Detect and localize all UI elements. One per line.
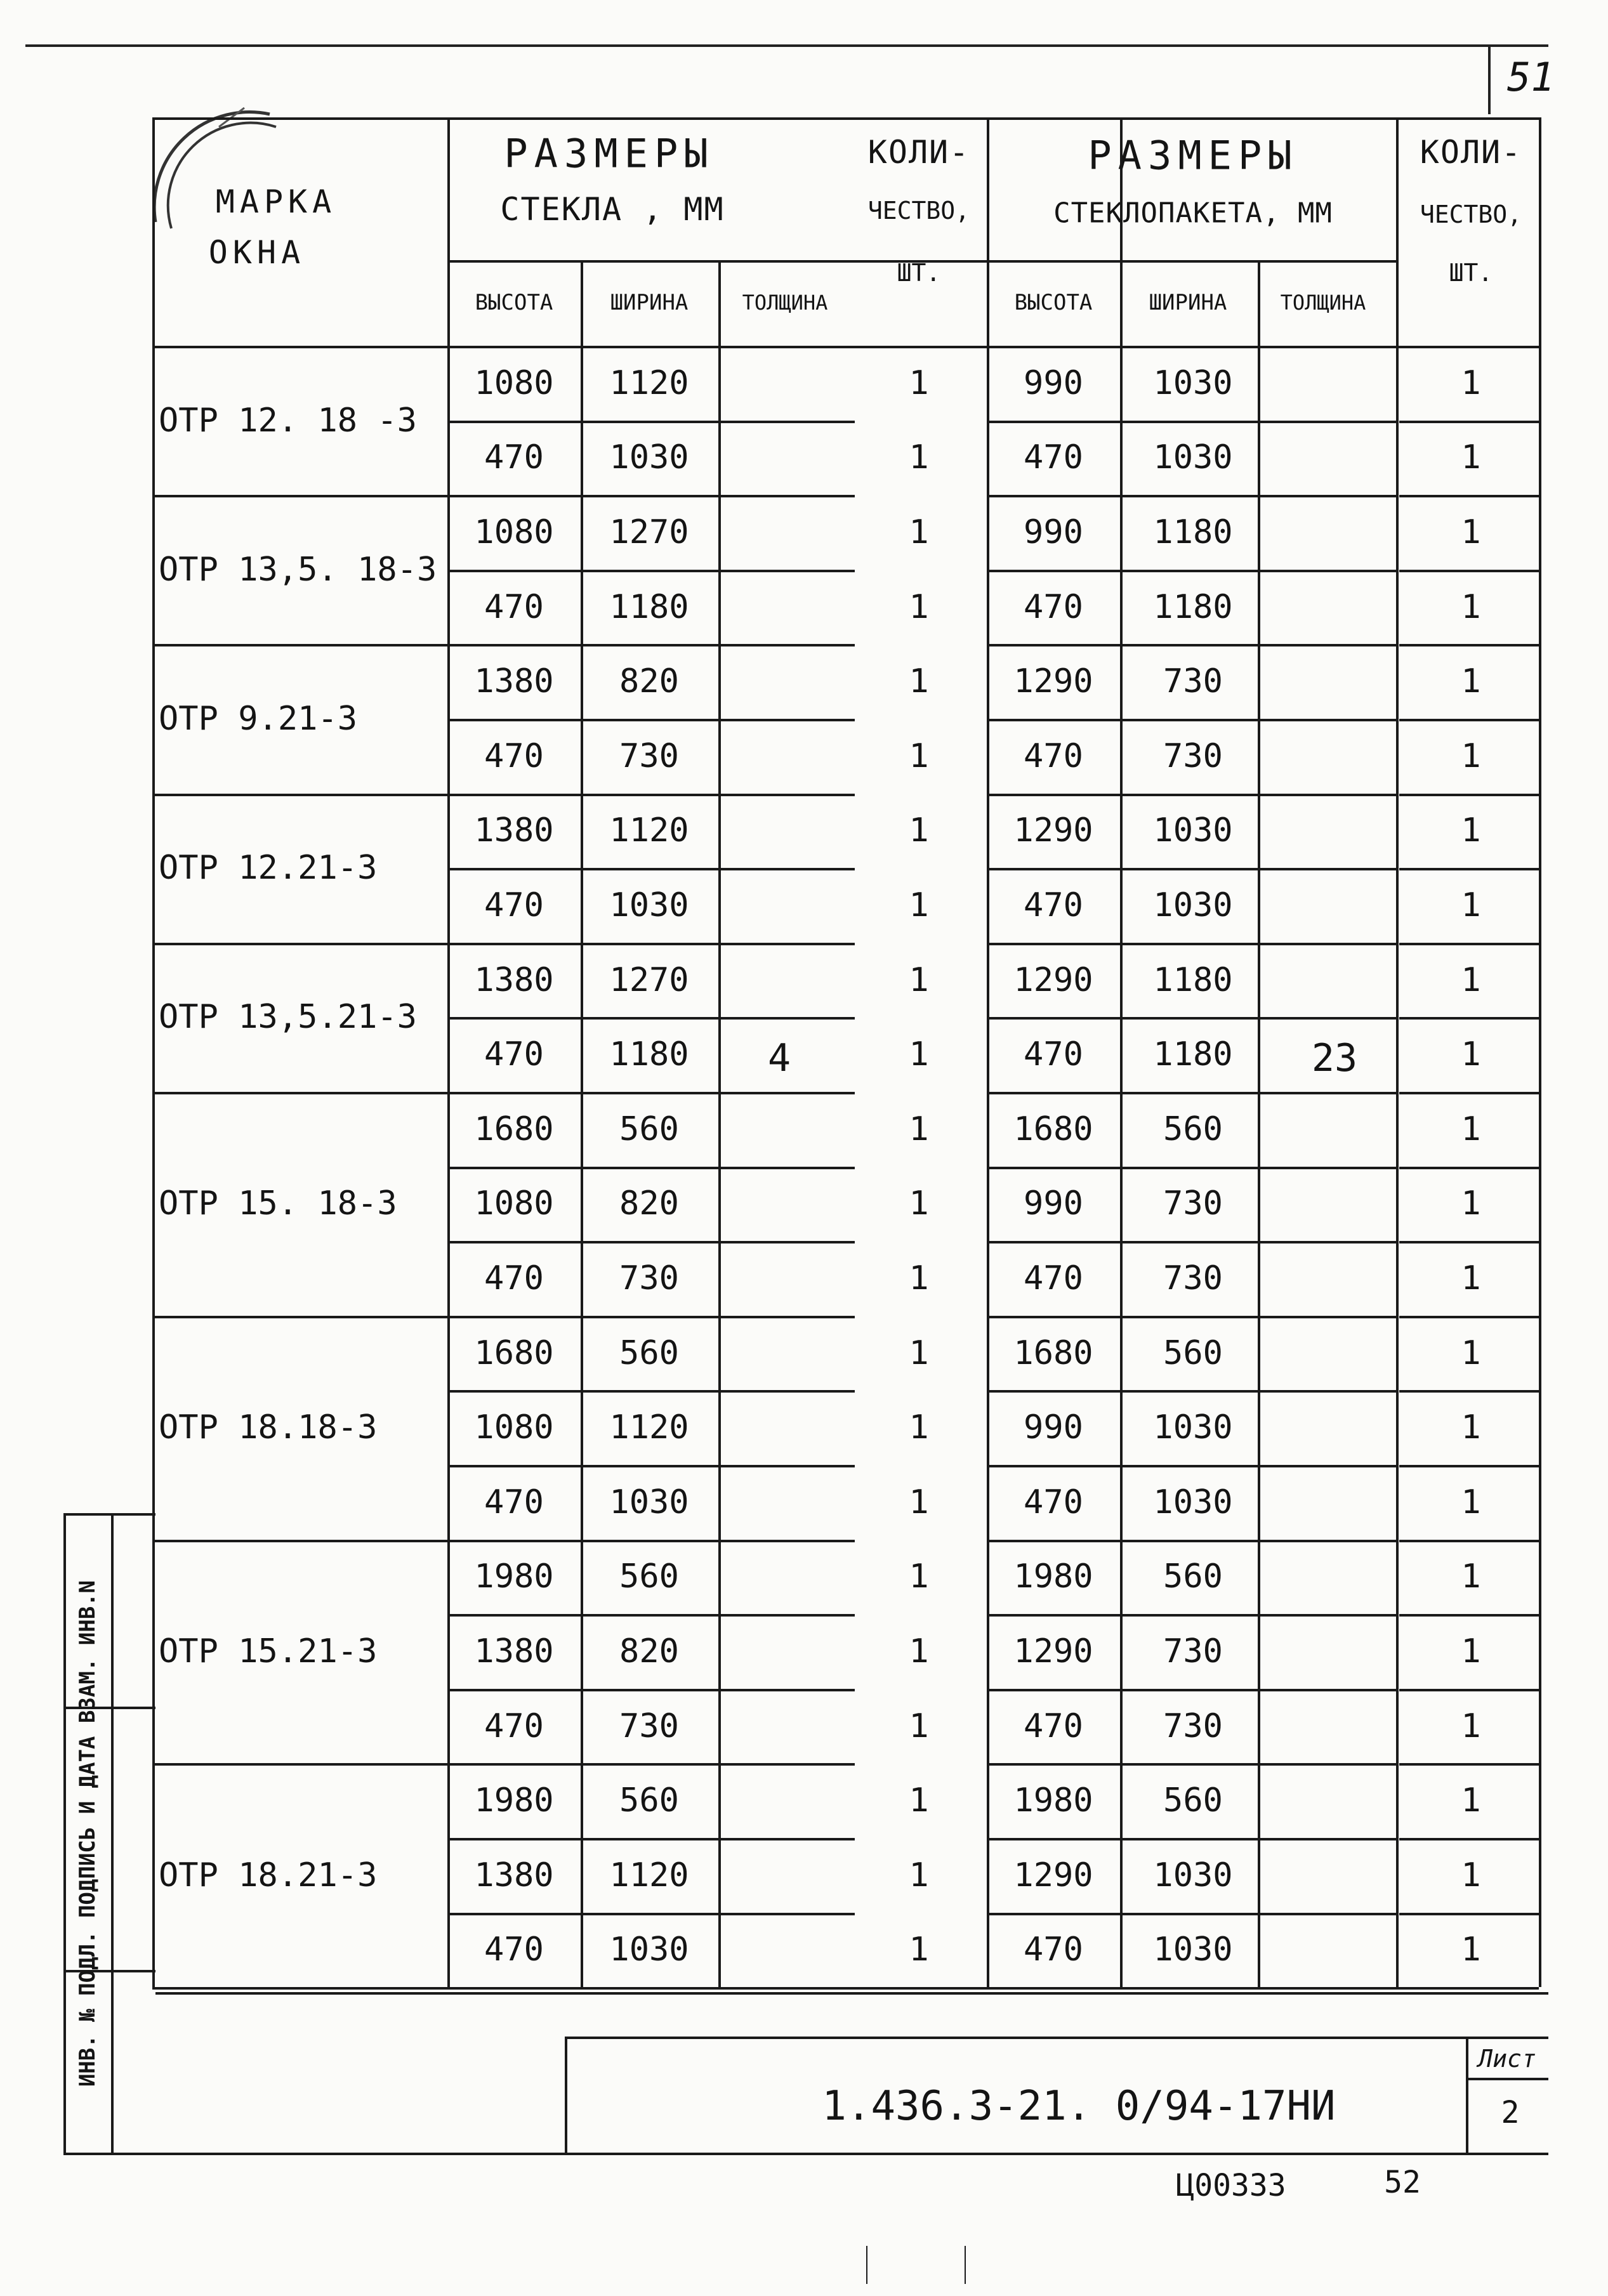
header-mark-label-2: ОКНА	[208, 234, 306, 271]
unit-qty-cell: 1	[1461, 438, 1481, 477]
unit-qty-cell: 1	[1461, 1856, 1481, 1894]
unit-height-cell: 470	[1024, 737, 1083, 775]
group-border	[152, 1316, 447, 1318]
window-mark: ОТР 13,5.21-3	[159, 998, 417, 1037]
sheet-number-divider	[1488, 44, 1491, 114]
glass-width-cell: 730	[619, 1707, 679, 1745]
header-glass-title-2: СТЕКЛА , ММ	[500, 191, 725, 228]
binding-mark-2	[965, 2246, 966, 2284]
unit-height-cell: 1290	[1013, 961, 1093, 999]
row-border-glass	[447, 1241, 855, 1243]
window-mark: ОТР 15. 18-3	[159, 1184, 397, 1223]
group-border	[152, 1092, 447, 1094]
unit-width-cell: 1030	[1153, 438, 1233, 477]
row-border-qty2	[1399, 1092, 1539, 1094]
row-border-unit	[987, 1241, 1396, 1243]
row-border-qty2	[1399, 644, 1539, 646]
glass-qty-cell: 1	[909, 1931, 929, 1969]
unit-qty-cell: 1	[1461, 961, 1481, 999]
row-border-glass	[447, 943, 855, 945]
inventory-page: 52	[1384, 2165, 1421, 2200]
glass-width-cell: 1180	[609, 587, 689, 626]
header-qty-label-3: ШТ.	[897, 259, 941, 287]
header-qty2-label-3: ШТ.	[1449, 259, 1493, 287]
row-border-unit	[987, 1017, 1396, 1020]
sheet-number-bottom: 2	[1501, 2095, 1520, 2130]
row-border-glass	[447, 1763, 855, 1766]
unit-width-cell: 730	[1163, 1259, 1223, 1297]
unit-qty-cell: 1	[1461, 662, 1481, 701]
glass-qty-cell: 1	[909, 1184, 929, 1223]
row-border-glass	[447, 1167, 855, 1169]
glass-height-cell: 470	[484, 1931, 544, 1969]
group-border	[152, 495, 447, 497]
header-glass-width: ШИРИНА	[610, 290, 689, 315]
glass-width-cell: 1030	[609, 1931, 689, 1969]
row-border-unit	[987, 1689, 1396, 1691]
stamp-seal	[143, 102, 289, 247]
glass-width-cell: 820	[619, 1632, 679, 1670]
row-border-unit	[987, 1838, 1396, 1840]
row-border-qty2	[1399, 1540, 1539, 1542]
col-divider-unit-width	[1258, 260, 1260, 1987]
unit-height-cell: 990	[1024, 1184, 1083, 1223]
unit-width-cell: 1180	[1153, 587, 1233, 626]
unit-width-cell: 730	[1163, 662, 1223, 701]
glass-height-cell: 470	[484, 1035, 544, 1074]
header-mark-label-1: МАРКА	[215, 183, 337, 220]
header-unit-thickness: ТОЛЩИНА	[1280, 291, 1366, 315]
header-glass-height: ВЫСОТА	[475, 290, 553, 315]
row-border-qty2	[1399, 868, 1539, 870]
row-border-unit	[987, 570, 1396, 572]
header-qty2-label-2: ЧЕСТВО,	[1420, 200, 1522, 228]
group-border	[152, 1987, 447, 1990]
unit-height-cell: 470	[1024, 438, 1083, 477]
row-border-unit	[987, 1316, 1396, 1318]
binding-mark-1	[866, 2246, 867, 2284]
row-border-qty2	[1399, 1614, 1539, 1617]
unit-width-cell: 1030	[1153, 364, 1233, 402]
unit-qty-cell: 1	[1461, 1334, 1481, 1372]
row-border-glass	[447, 1092, 855, 1094]
unit-width-cell: 560	[1163, 1781, 1223, 1820]
glass-width-cell: 1120	[609, 811, 689, 850]
unit-height-cell: 1290	[1013, 1856, 1093, 1894]
glass-height-cell: 1380	[474, 1632, 554, 1670]
unit-width-cell: 730	[1163, 1707, 1223, 1745]
glass-width-cell: 1270	[609, 961, 689, 999]
row-border-qty2	[1399, 1017, 1539, 1020]
glass-qty-cell: 1	[909, 662, 929, 701]
row-border-unit	[987, 644, 1396, 646]
glass-height-cell: 470	[484, 886, 544, 924]
table-left-border	[152, 117, 155, 1987]
unit-subheader-border	[987, 260, 1396, 263]
title-block-list-sep	[1466, 2078, 1548, 2080]
glass-qty-cell: 1	[909, 1707, 929, 1745]
glass-qty-cell: 1	[909, 1334, 929, 1372]
unit-height-cell: 1290	[1013, 662, 1093, 701]
unit-qty-cell: 1	[1461, 364, 1481, 402]
unit-qty-cell: 1	[1461, 1931, 1481, 1969]
window-mark: ОТР 9.21-3	[159, 700, 358, 738]
glass-width-cell: 1030	[609, 1483, 689, 1521]
unit-width-cell: 1180	[1153, 1035, 1233, 1074]
col-divider-qty1	[987, 117, 989, 1987]
row-border-glass	[447, 1017, 855, 1020]
row-border-qty2	[1399, 719, 1539, 721]
row-border-unit	[987, 1913, 1396, 1915]
header-unit-width: ШИРИНА	[1149, 290, 1227, 315]
title-block-left	[565, 2037, 567, 2154]
page-bottom-rule	[63, 2153, 1548, 2155]
side-strip-divider	[111, 1513, 114, 2154]
glass-qty-cell: 1	[909, 1856, 929, 1894]
row-border-unit	[987, 943, 1396, 945]
row-border-glass	[447, 1913, 855, 1915]
row-border-glass	[447, 719, 855, 721]
row-border-glass	[447, 1689, 855, 1691]
glass-height-cell: 1680	[474, 1334, 554, 1372]
table-top-border	[152, 117, 1539, 120]
row-border-glass	[447, 570, 855, 572]
window-mark: ОТР 15.21-3	[159, 1632, 378, 1670]
row-border-glass	[447, 1465, 855, 1467]
col-divider-unit	[1120, 117, 1123, 1987]
unit-qty-cell: 1	[1461, 1184, 1481, 1223]
glass-width-cell: 820	[619, 662, 679, 701]
glass-height-cell: 1980	[474, 1558, 554, 1596]
row-border-glass	[447, 794, 855, 796]
unit-qty-cell: 1	[1461, 1707, 1481, 1745]
unit-qty-cell: 1	[1461, 1110, 1481, 1148]
header-unit-title-2: СТЕКЛОПАКЕТА, ММ	[1053, 197, 1333, 230]
unit-qty-cell: 1	[1461, 1558, 1481, 1596]
row-border-glass	[447, 421, 855, 423]
row-border-qty2	[1399, 1167, 1539, 1169]
window-mark: ОТР 18.21-3	[159, 1856, 378, 1894]
unit-height-cell: 1680	[1013, 1110, 1093, 1148]
row-border-qty2	[1399, 1316, 1539, 1318]
unit-width-cell: 1030	[1153, 886, 1233, 924]
glass-qty-cell: 1	[909, 1632, 929, 1670]
unit-height-cell: 470	[1024, 1931, 1083, 1969]
unit-qty-cell: 1	[1461, 811, 1481, 850]
row-border-qty2	[1399, 421, 1539, 423]
glass-height-cell: 470	[484, 587, 544, 626]
header-qty2-label-1: КОЛИ-	[1420, 134, 1522, 171]
glass-subheader-border	[447, 260, 987, 263]
row-border-unit	[987, 1167, 1396, 1169]
window-mark: ОТР 12. 18 -3	[159, 401, 417, 440]
glass-qty-cell: 1	[909, 886, 929, 924]
col-divider-mark	[447, 117, 450, 1987]
row-border-qty2	[1399, 495, 1539, 497]
unit-width-cell: 1030	[1153, 1856, 1233, 1894]
glass-height-cell: 470	[484, 1707, 544, 1745]
glass-qty-cell: 1	[909, 737, 929, 775]
glass-qty-cell: 1	[909, 1781, 929, 1820]
col-divider-glass-width	[581, 260, 583, 1987]
side-strip-labels: ИНВ. № ПОДЛ. ПОДПИСЬ И ДАТА ВЗАМ. ИНВ.N	[75, 1580, 100, 2087]
glass-width-cell: 1120	[609, 1856, 689, 1894]
unit-thickness-value: 23	[1311, 1036, 1358, 1080]
sheet-number: 51	[1507, 54, 1555, 100]
group-border	[152, 1763, 447, 1766]
unit-height-cell: 990	[1024, 1408, 1083, 1447]
unit-qty-cell: 1	[1461, 737, 1481, 775]
unit-width-cell: 1030	[1153, 811, 1233, 850]
row-border-qty2	[1399, 570, 1539, 572]
row-border-unit	[987, 1390, 1396, 1393]
glass-height-cell: 1380	[474, 1856, 554, 1894]
row-border-unit	[987, 1092, 1396, 1094]
unit-height-cell: 470	[1024, 1035, 1083, 1074]
glass-qty-cell: 1	[909, 587, 929, 626]
glass-height-cell: 1380	[474, 811, 554, 850]
glass-width-cell: 1120	[609, 1408, 689, 1447]
glass-height-cell: 1680	[474, 1110, 554, 1148]
header-glass-title-1: РАЗМЕРЫ	[504, 130, 715, 177]
glass-height-cell: 470	[484, 1483, 544, 1521]
glass-height-cell: 470	[484, 438, 544, 477]
glass-width-cell: 730	[619, 1259, 679, 1297]
glass-height-cell: 1080	[474, 1184, 554, 1223]
glass-width-cell: 730	[619, 737, 679, 775]
document-code: 1.436.3-21. 0/94-17НИ	[822, 2083, 1336, 2130]
unit-qty-cell: 1	[1461, 587, 1481, 626]
unit-height-cell: 1980	[1013, 1781, 1093, 1820]
unit-width-cell: 1030	[1153, 1408, 1233, 1447]
unit-qty-cell: 1	[1461, 1781, 1481, 1820]
row-border-unit	[987, 421, 1396, 423]
unit-width-cell: 1030	[1153, 1483, 1233, 1521]
glass-width-cell: 1270	[609, 513, 689, 551]
glass-width-cell: 560	[619, 1334, 679, 1372]
glass-width-cell: 820	[619, 1184, 679, 1223]
header-qty-label-2: ЧЕСТВО,	[867, 197, 970, 225]
glass-qty-cell: 1	[909, 1483, 929, 1521]
glass-qty-cell: 1	[909, 1035, 929, 1074]
unit-height-cell: 1980	[1013, 1558, 1093, 1596]
row-border-glass	[447, 1838, 855, 1840]
unit-height-cell: 470	[1024, 1483, 1083, 1521]
row-border-qty2	[1399, 1689, 1539, 1691]
unit-qty-cell: 1	[1461, 886, 1481, 924]
col-divider-unit-thickness	[1396, 260, 1399, 1987]
inventory-code: Ц00333	[1176, 2168, 1286, 2203]
unit-width-cell: 1030	[1153, 1931, 1233, 1969]
unit-height-cell: 470	[1024, 587, 1083, 626]
glass-height-cell: 1380	[474, 662, 554, 701]
unit-qty-cell: 1	[1461, 1408, 1481, 1447]
row-border-qty2	[1399, 1390, 1539, 1393]
glass-width-cell: 1180	[609, 1035, 689, 1074]
row-border-glass	[447, 644, 855, 646]
row-border-qty2	[1399, 1913, 1539, 1915]
row-border-unit	[987, 1763, 1396, 1766]
glass-height-cell: 1380	[474, 961, 554, 999]
unit-height-cell: 1680	[1013, 1334, 1093, 1372]
glass-qty-cell: 1	[909, 364, 929, 402]
glass-height-cell: 1080	[474, 364, 554, 402]
row-border-glass	[447, 1540, 855, 1542]
glass-height-cell: 470	[484, 1259, 544, 1297]
row-border-unit	[987, 719, 1396, 721]
unit-width-cell: 730	[1163, 1184, 1223, 1223]
group-border	[152, 943, 447, 945]
group-border	[152, 1540, 447, 1542]
row-border-glass	[447, 868, 855, 870]
window-mark: ОТР 13,5. 18-3	[159, 550, 437, 589]
unit-qty-cell: 1	[1461, 1483, 1481, 1521]
unit-qty-cell: 1	[1461, 1035, 1481, 1074]
header-qty-label-1: КОЛИ-	[867, 134, 970, 171]
unit-height-cell: 1290	[1013, 811, 1093, 850]
glass-width-cell: 1030	[609, 886, 689, 924]
side-strip-top	[63, 1513, 155, 1516]
row-border-glass	[447, 1316, 855, 1318]
glass-thickness-value: 4	[767, 1036, 791, 1080]
title-block-list-divider	[1466, 2037, 1468, 2154]
header-bottom-border	[152, 346, 1539, 348]
glass-height-cell: 1080	[474, 513, 554, 551]
unit-width-cell: 1180	[1153, 513, 1233, 551]
unit-width-cell: 560	[1163, 1334, 1223, 1372]
unit-qty-cell: 1	[1461, 1632, 1481, 1670]
row-border-qty2	[1399, 943, 1539, 945]
unit-height-cell: 470	[1024, 886, 1083, 924]
unit-height-cell: 990	[1024, 364, 1083, 402]
window-mark: ОТР 18.18-3	[159, 1408, 378, 1447]
unit-height-cell: 470	[1024, 1707, 1083, 1745]
group-border	[152, 794, 447, 796]
unit-qty-cell: 1	[1461, 1259, 1481, 1297]
unit-width-cell: 730	[1163, 1632, 1223, 1670]
glass-qty-cell: 1	[909, 1110, 929, 1148]
glass-height-cell: 1080	[474, 1408, 554, 1447]
glass-width-cell: 1120	[609, 364, 689, 402]
unit-height-cell: 470	[1024, 1259, 1083, 1297]
row-border-glass	[447, 1390, 855, 1393]
unit-height-cell: 1290	[1013, 1632, 1093, 1670]
glass-width-cell: 560	[619, 1781, 679, 1820]
table-right-border	[1539, 117, 1541, 1987]
glass-qty-cell: 1	[909, 513, 929, 551]
row-border-glass	[447, 495, 855, 497]
header-glass-thickness: ТОЛЩИНА	[742, 291, 828, 315]
top-rule	[25, 44, 1548, 47]
glass-width-cell: 560	[619, 1558, 679, 1596]
glass-qty-cell: 1	[909, 1558, 929, 1596]
row-border-qty2	[1399, 1465, 1539, 1467]
unit-qty-cell: 1	[1461, 513, 1481, 551]
row-border-qty2	[1399, 1241, 1539, 1243]
row-border-unit	[987, 794, 1396, 796]
row-border-unit	[987, 868, 1396, 870]
row-border-unit	[987, 495, 1396, 497]
unit-width-cell: 730	[1163, 737, 1223, 775]
row-border-qty2	[1399, 794, 1539, 796]
window-mark: ОТР 12.21-3	[159, 849, 378, 888]
glass-width-cell: 1030	[609, 438, 689, 477]
glass-qty-cell: 1	[909, 811, 929, 850]
unit-width-cell: 1180	[1153, 961, 1233, 999]
row-border-unit	[987, 1614, 1396, 1617]
row-border-qty2	[1399, 1838, 1539, 1840]
row-border-qty2	[1399, 1763, 1539, 1766]
glass-qty-cell: 1	[909, 961, 929, 999]
group-border	[152, 644, 447, 646]
unit-width-cell: 560	[1163, 1110, 1223, 1148]
row-border-unit	[987, 1465, 1396, 1467]
header-unit-height: ВЫСОТА	[1014, 290, 1093, 315]
glass-height-cell: 1980	[474, 1781, 554, 1820]
sheet-label: Лист	[1478, 2045, 1536, 2073]
row-border-glass	[447, 1614, 855, 1617]
col-divider-glass-thickness	[718, 260, 721, 1987]
title-block-top	[565, 2037, 1548, 2039]
bottom-rule	[155, 1992, 1548, 1995]
side-strip-left	[63, 1513, 66, 2154]
unit-width-cell: 560	[1163, 1558, 1223, 1596]
header-unit-title-1: РАЗМЕРЫ	[1088, 132, 1298, 179]
glass-qty-cell: 1	[909, 1408, 929, 1447]
glass-qty-cell: 1	[909, 1259, 929, 1297]
glass-qty-cell: 1	[909, 438, 929, 477]
glass-height-cell: 470	[484, 737, 544, 775]
unit-height-cell: 990	[1024, 513, 1083, 551]
glass-width-cell: 560	[619, 1110, 679, 1148]
row-border-unit	[987, 1540, 1396, 1542]
